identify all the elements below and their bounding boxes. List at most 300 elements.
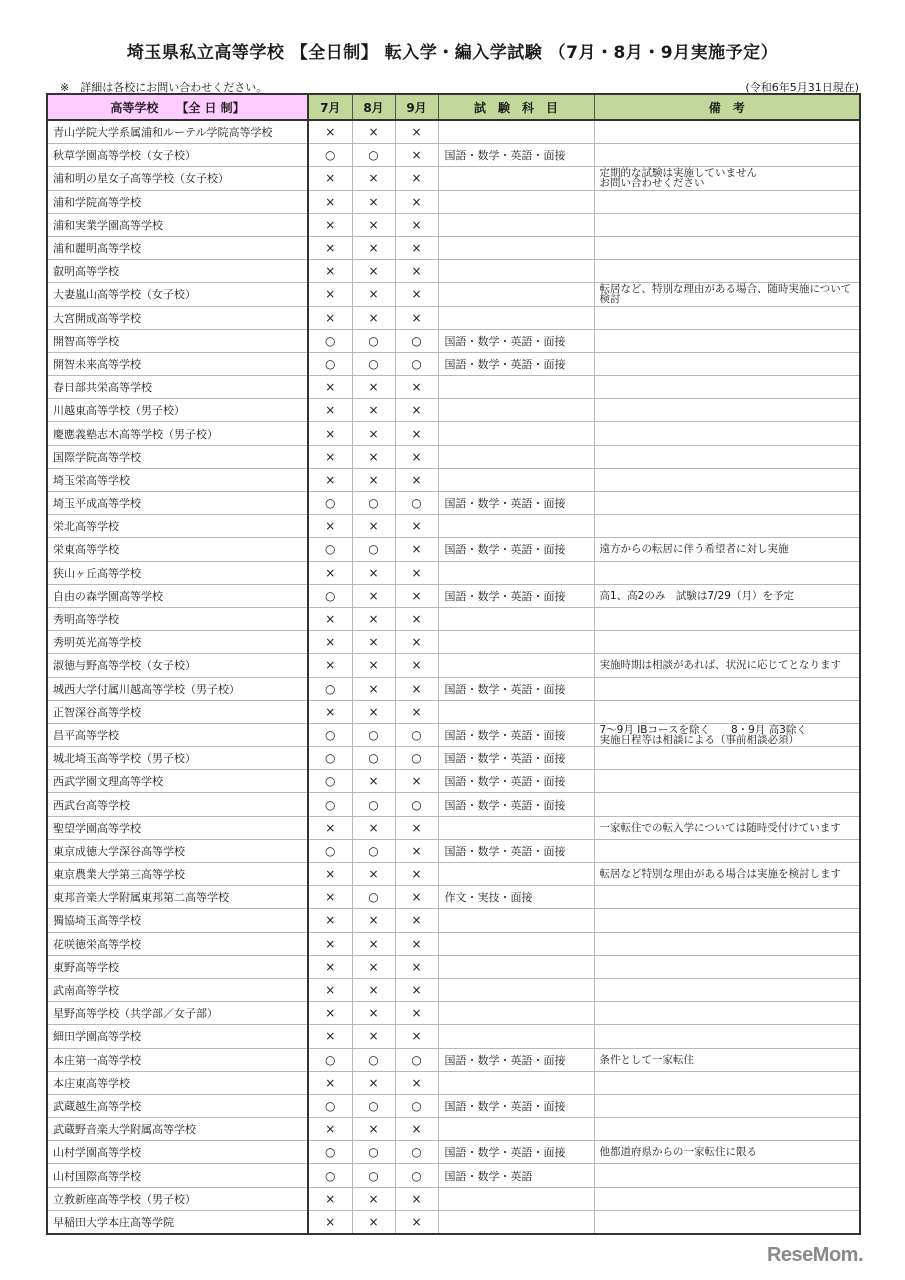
remarks: 転居など特別な理由がある場合は実施を検討します	[594, 863, 860, 886]
table-header-row	[47, 94, 860, 120]
september-status: ×	[395, 863, 438, 886]
july-status: ○	[308, 352, 352, 375]
september-status: ×	[395, 816, 438, 839]
exam-subjects: 国語・数学・英語・面接	[438, 1141, 594, 1164]
remarks: 転居など、特別な理由がある場合、随時実施について検討	[594, 283, 860, 306]
exam-subjects	[438, 816, 594, 839]
august-status: ×	[352, 978, 395, 1001]
july-status: ×	[308, 445, 352, 468]
september-status: ○	[395, 329, 438, 352]
september-status: ×	[395, 932, 438, 955]
exam-subjects	[438, 515, 594, 538]
august-status: ×	[352, 955, 395, 978]
july-status: ×	[308, 515, 352, 538]
september-status: ○	[395, 492, 438, 515]
exam-subjects: 国語・数学・英語	[438, 1164, 594, 1187]
september-status: ×	[395, 607, 438, 630]
exam-subjects	[438, 955, 594, 978]
school-name: 山村学園高等学校	[47, 1141, 308, 1164]
september-status: ×	[395, 839, 438, 862]
july-status: ×	[308, 120, 352, 144]
header-school: 高等学校 【全 日 制】	[47, 94, 308, 120]
table-row	[47, 770, 860, 793]
exam-subjects	[438, 468, 594, 491]
august-status: ×	[352, 213, 395, 236]
school-name: 大妻嵐山高等学校（女子校）	[47, 283, 308, 306]
school-name: 狭山ヶ丘高等学校	[47, 561, 308, 584]
school-name: 獨協埼玉高等学校	[47, 909, 308, 932]
remarks	[594, 607, 860, 630]
august-status: ×	[352, 1025, 395, 1048]
table-row	[47, 1164, 860, 1187]
september-status: ×	[395, 144, 438, 167]
september-status: ×	[395, 236, 438, 259]
september-status: ×	[395, 1210, 438, 1234]
school-name: 山村国際高等学校	[47, 1164, 308, 1187]
remarks: 一家転住での転入学については随時受付けています	[594, 816, 860, 839]
table-row	[47, 1025, 860, 1048]
school-name: 武蔵野音楽大学附属高等学校	[47, 1118, 308, 1141]
september-status: ×	[395, 190, 438, 213]
august-status: ×	[352, 376, 395, 399]
table-row	[47, 654, 860, 677]
table-row	[47, 839, 860, 862]
exam-subjects	[438, 700, 594, 723]
august-status: ×	[352, 1002, 395, 1025]
school-name: 国際学院高等学校	[47, 445, 308, 468]
remarks	[594, 329, 860, 352]
september-status: ×	[395, 1002, 438, 1025]
august-status: ○	[352, 839, 395, 862]
july-status: ×	[308, 399, 352, 422]
september-status: ×	[395, 1187, 438, 1210]
remarks	[594, 793, 860, 816]
august-status: ×	[352, 283, 395, 306]
september-status: ×	[395, 631, 438, 654]
exam-subjects	[438, 607, 594, 630]
school-name: 浦和麗明高等学校	[47, 236, 308, 259]
september-status: ○	[395, 1164, 438, 1187]
september-status: ×	[395, 468, 438, 491]
july-status: ○	[308, 677, 352, 700]
exam-subjects	[438, 445, 594, 468]
table-row	[47, 631, 860, 654]
august-status: ×	[352, 399, 395, 422]
september-status: ×	[395, 538, 438, 561]
july-status: ○	[308, 723, 352, 746]
table-row	[47, 978, 860, 1001]
july-status: ×	[308, 167, 352, 190]
school-name: 川越東高等学校（男子校）	[47, 399, 308, 422]
header-remarks: 備 考	[594, 94, 860, 120]
remarks: 条件として一家転住	[594, 1048, 860, 1071]
july-status: ○	[308, 1164, 352, 1187]
remarks	[594, 306, 860, 329]
july-status: ×	[308, 468, 352, 491]
september-status: ×	[395, 283, 438, 306]
school-name: 城西大学付属川越高等学校（男子校）	[47, 677, 308, 700]
august-status: ×	[352, 422, 395, 445]
remarks	[594, 770, 860, 793]
table-row	[47, 120, 860, 144]
table-row	[47, 723, 860, 746]
august-status: ×	[352, 306, 395, 329]
remarks	[594, 1094, 860, 1117]
september-status: ×	[395, 376, 438, 399]
exam-subjects	[438, 1187, 594, 1210]
remarks: 遠方からの転居に伴う希望者に対し実施	[594, 538, 860, 561]
exam-subjects	[438, 932, 594, 955]
remarks	[594, 1164, 860, 1187]
school-name: 東野高等学校	[47, 955, 308, 978]
july-status: ○	[308, 793, 352, 816]
july-status: ×	[308, 654, 352, 677]
august-status: ○	[352, 793, 395, 816]
august-status: ×	[352, 1071, 395, 1094]
remarks	[594, 422, 860, 445]
remarks: 他都道府県からの一家転住に限る	[594, 1141, 860, 1164]
september-status: ×	[395, 260, 438, 283]
exam-subjects	[438, 654, 594, 677]
table-row	[47, 747, 860, 770]
september-status: ○	[395, 723, 438, 746]
header-september: 9月	[395, 94, 438, 120]
school-name: 秀明高等学校	[47, 607, 308, 630]
august-status: ×	[352, 515, 395, 538]
table-row	[47, 816, 860, 839]
july-status: ×	[308, 1002, 352, 1025]
table-row	[47, 955, 860, 978]
page-title: 埼玉県私立高等学校 【全日制】 転入学・編入学試験 （7月・8月・9月実施予定）	[126, 43, 779, 63]
exam-subjects: 国語・数学・英語・面接	[438, 329, 594, 352]
august-status: ×	[352, 167, 395, 190]
transfer-exam-table	[46, 93, 861, 1235]
resemom-logo: ReseMom.	[766, 1244, 863, 1266]
exam-subjects: 国語・数学・英語・面接	[438, 793, 594, 816]
august-status: ×	[352, 561, 395, 584]
remarks	[594, 747, 860, 770]
exam-subjects: 国語・数学・英語・面接	[438, 723, 594, 746]
school-name: 埼玉平成高等学校	[47, 492, 308, 515]
remarks	[594, 631, 860, 654]
table-row	[47, 700, 860, 723]
remarks	[594, 955, 860, 978]
school-name: 大宮開成高等学校	[47, 306, 308, 329]
july-status: ×	[308, 561, 352, 584]
remarks	[594, 1187, 860, 1210]
july-status: ○	[308, 1094, 352, 1117]
september-status: ○	[395, 1094, 438, 1117]
july-status: ×	[308, 376, 352, 399]
exam-subjects: 国語・数学・英語・面接	[438, 538, 594, 561]
july-status: ×	[308, 1071, 352, 1094]
school-name: 秋草学園高等学校（女子校）	[47, 144, 308, 167]
september-status: ×	[395, 515, 438, 538]
august-status: ○	[352, 329, 395, 352]
july-status: ×	[308, 260, 352, 283]
exam-subjects	[438, 260, 594, 283]
school-name: 埼玉栄高等学校	[47, 468, 308, 491]
header-july: 7月	[308, 94, 352, 120]
school-name: 東京成徳大学深谷高等学校	[47, 839, 308, 862]
remarks	[594, 352, 860, 375]
exam-subjects	[438, 399, 594, 422]
remarks	[594, 978, 860, 1001]
remarks	[594, 144, 860, 167]
july-status: ×	[308, 190, 352, 213]
table-row	[47, 213, 860, 236]
july-status: ×	[308, 1187, 352, 1210]
september-status: ×	[395, 955, 438, 978]
august-status: ×	[352, 863, 395, 886]
school-name: 栄北高等学校	[47, 515, 308, 538]
july-status: ○	[308, 770, 352, 793]
exam-subjects: 国語・数学・英語・面接	[438, 747, 594, 770]
september-status: ×	[395, 399, 438, 422]
remarks	[594, 376, 860, 399]
table-row	[47, 1002, 860, 1025]
school-name: 武蔵越生高等学校	[47, 1094, 308, 1117]
remarks	[594, 468, 860, 491]
september-status: ○	[395, 352, 438, 375]
september-status: ×	[395, 1025, 438, 1048]
remarks	[594, 1002, 860, 1025]
august-status: ○	[352, 723, 395, 746]
august-status: ×	[352, 120, 395, 144]
exam-subjects: 国語・数学・英語・面接	[438, 492, 594, 515]
table-row	[47, 144, 860, 167]
as-of-date: (令和6年5月31日現在)	[745, 81, 859, 94]
exam-subjects: 国語・数学・英語・面接	[438, 584, 594, 607]
august-status: ○	[352, 1048, 395, 1071]
school-name: 星野高等学校（共学部／女子部）	[47, 1002, 308, 1025]
school-name: 西武台高等学校	[47, 793, 308, 816]
school-name: 開智高等学校	[47, 329, 308, 352]
september-status: ○	[395, 793, 438, 816]
table-row	[47, 932, 860, 955]
july-status: ×	[308, 909, 352, 932]
table-row	[47, 886, 860, 909]
july-status: ×	[308, 306, 352, 329]
exam-subjects	[438, 167, 594, 190]
remarks	[594, 839, 860, 862]
exam-subjects	[438, 978, 594, 1001]
august-status: ×	[352, 260, 395, 283]
table-row	[47, 1187, 860, 1210]
exam-subjects	[438, 306, 594, 329]
exam-subjects	[438, 190, 594, 213]
august-status: ○	[352, 144, 395, 167]
school-name: 東邦音楽大学附属東邦第二高等学校	[47, 886, 308, 909]
remarks: 定期的な試験は実施していません お問い合わせください	[594, 167, 860, 190]
september-status: ×	[395, 561, 438, 584]
exam-subjects	[438, 213, 594, 236]
table-row	[47, 1118, 860, 1141]
school-name: 武南高等学校	[47, 978, 308, 1001]
table-row	[47, 445, 860, 468]
table-row	[47, 283, 860, 306]
exam-subjects	[438, 236, 594, 259]
school-name: 浦和実業学園高等学校	[47, 213, 308, 236]
july-status: ○	[308, 584, 352, 607]
remarks	[594, 213, 860, 236]
remarks: 実施時期は相談があれば、状況に応じてとなります	[594, 654, 860, 677]
august-status: ×	[352, 1187, 395, 1210]
august-status: ×	[352, 236, 395, 259]
school-name: 自由の森学園高等学校	[47, 584, 308, 607]
september-status: ×	[395, 422, 438, 445]
table-row	[47, 399, 860, 422]
school-name: 本庄東高等学校	[47, 1071, 308, 1094]
table-row	[47, 468, 860, 491]
september-status: ×	[395, 770, 438, 793]
exam-subjects: 国語・数学・英語・面接	[438, 144, 594, 167]
school-name: 東京農業大学第三高等学校	[47, 863, 308, 886]
august-status: ○	[352, 1141, 395, 1164]
school-name: 開智未来高等学校	[47, 352, 308, 375]
school-name: 西武学園文理高等学校	[47, 770, 308, 793]
july-status: ○	[308, 492, 352, 515]
remarks	[594, 909, 860, 932]
school-name: 昌平高等学校	[47, 723, 308, 746]
remarks	[594, 886, 860, 909]
exam-subjects	[438, 1025, 594, 1048]
table-row	[47, 1094, 860, 1117]
september-status: ×	[395, 700, 438, 723]
table-row	[47, 584, 860, 607]
september-status: ○	[395, 1048, 438, 1071]
august-status: ○	[352, 538, 395, 561]
remarks	[594, 190, 860, 213]
july-status: ×	[308, 1025, 352, 1048]
school-name: 正智深谷高等学校	[47, 700, 308, 723]
table-row	[47, 352, 860, 375]
august-status: ×	[352, 932, 395, 955]
school-name: 淑徳与野高等学校（女子校）	[47, 654, 308, 677]
august-status: ×	[352, 631, 395, 654]
school-name: 浦和明の星女子高等学校（女子校）	[47, 167, 308, 190]
september-status: ×	[395, 978, 438, 1001]
exam-subjects: 国語・数学・英語・面接	[438, 677, 594, 700]
remarks	[594, 1025, 860, 1048]
table-row	[47, 1071, 860, 1094]
july-status: ○	[308, 1141, 352, 1164]
august-status: ○	[352, 352, 395, 375]
table-row	[47, 329, 860, 352]
august-status: ○	[352, 747, 395, 770]
remarks	[594, 515, 860, 538]
exam-subjects	[438, 283, 594, 306]
table-row	[47, 677, 860, 700]
table-row	[47, 492, 860, 515]
august-status: ○	[352, 886, 395, 909]
july-status: ×	[308, 700, 352, 723]
september-status: ×	[395, 654, 438, 677]
remarks	[594, 260, 860, 283]
july-status: ×	[308, 422, 352, 445]
contact-note: ※ 詳細は各校にお問い合わせください。	[60, 81, 268, 94]
remarks	[594, 1210, 860, 1234]
exam-subjects: 作文・実技・面接	[438, 886, 594, 909]
july-status: ×	[308, 886, 352, 909]
september-status: ×	[395, 306, 438, 329]
exam-subjects: 国語・数学・英語・面接	[438, 352, 594, 375]
july-status: ○	[308, 1048, 352, 1071]
exam-subjects	[438, 422, 594, 445]
table-row	[47, 376, 860, 399]
august-status: ×	[352, 770, 395, 793]
september-status: ×	[395, 909, 438, 932]
remarks	[594, 492, 860, 515]
september-status: ○	[395, 747, 438, 770]
school-name: 城北埼玉高等学校（男子校）	[47, 747, 308, 770]
july-status: ×	[308, 1210, 352, 1234]
exam-subjects	[438, 863, 594, 886]
july-status: ×	[308, 1118, 352, 1141]
school-name: 栄東高等学校	[47, 538, 308, 561]
school-name: 浦和学院高等学校	[47, 190, 308, 213]
july-status: ○	[308, 839, 352, 862]
school-name: 慶應義塾志木高等学校（男子校）	[47, 422, 308, 445]
exam-subjects	[438, 120, 594, 144]
table-row	[47, 538, 860, 561]
table-row	[47, 1210, 860, 1234]
september-status: ×	[395, 677, 438, 700]
exam-subjects	[438, 1071, 594, 1094]
table-row	[47, 863, 860, 886]
exam-subjects: 国語・数学・英語・面接	[438, 1094, 594, 1117]
july-status: ×	[308, 863, 352, 886]
july-status: ×	[308, 978, 352, 1001]
august-status: ×	[352, 909, 395, 932]
school-name: 花咲徳栄高等学校	[47, 932, 308, 955]
august-status: ×	[352, 445, 395, 468]
remarks: 高1、高2のみ 試験は7/29（月）を予定	[594, 584, 860, 607]
september-status: ×	[395, 445, 438, 468]
table-row	[47, 190, 860, 213]
exam-subjects	[438, 1118, 594, 1141]
august-status: ×	[352, 677, 395, 700]
table-row	[47, 909, 860, 932]
school-name: 青山学院大学系属浦和ルーテル学院高等学校	[47, 120, 308, 144]
header-august: 8月	[352, 94, 395, 120]
august-status: ×	[352, 468, 395, 491]
september-status: ×	[395, 167, 438, 190]
exam-subjects	[438, 1210, 594, 1234]
august-status: ○	[352, 1164, 395, 1187]
exam-subjects	[438, 561, 594, 584]
exam-subjects	[438, 909, 594, 932]
table-row	[47, 260, 860, 283]
header-subjects: 試 験 科 目	[438, 94, 594, 120]
august-status: ×	[352, 654, 395, 677]
remarks	[594, 561, 860, 584]
july-status: ×	[308, 932, 352, 955]
remarks	[594, 677, 860, 700]
table-row	[47, 167, 860, 190]
table-row	[47, 515, 860, 538]
table-row	[47, 306, 860, 329]
september-status: ×	[395, 1118, 438, 1141]
july-status: ×	[308, 816, 352, 839]
august-status: ×	[352, 700, 395, 723]
exam-subjects	[438, 376, 594, 399]
september-status: ○	[395, 1141, 438, 1164]
august-status: ×	[352, 816, 395, 839]
july-status: ○	[308, 144, 352, 167]
remarks	[594, 932, 860, 955]
exam-subjects	[438, 1002, 594, 1025]
